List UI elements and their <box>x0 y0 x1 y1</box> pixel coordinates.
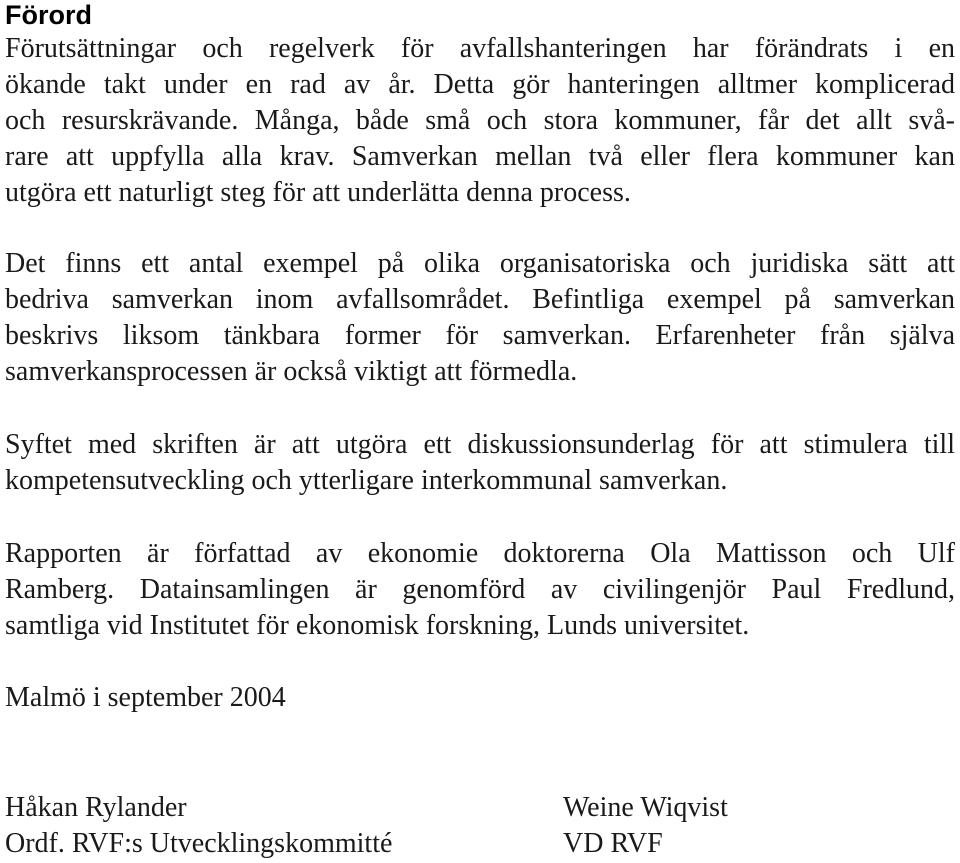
paragraph-intro <box>5 31 955 211</box>
signatory-title: VD RVF <box>563 828 663 859</box>
paragraph-purpose <box>5 427 955 499</box>
paragraph-line: Syftet med skriften är att utgöra ett diskussionsunderlag för att stimulera till <box>5 429 955 460</box>
paragraph-line: samtliga vid Institutet för ekonomisk forskning, Lunds universitet. <box>5 610 750 641</box>
paragraph-line: Ramberg. Datainsamlingen är genomförd av civilingenjör Paul Fredlund, <box>5 574 955 605</box>
place-date: Malmö i september 2004 <box>5 682 286 713</box>
paragraph-line: Rapporten är författad av ekonomie doktorerna Ola Mattisson och Ulf <box>5 538 955 569</box>
signatory-title: Ordf. RVF:s Utvecklingskommitté <box>5 828 393 859</box>
signatory-left <box>5 790 392 862</box>
signatory-name: Håkan Rylander <box>5 792 187 823</box>
paragraph-authors <box>5 536 955 644</box>
paragraph-line: bedriva samverkan inom avfallsområdet. Befintliga exempel på samverkan <box>5 284 955 315</box>
signatory-name: Weine Wiqvist <box>563 792 728 823</box>
paragraph-line: kompetensutveckling och ytterligare interkommunal samverkan. <box>5 465 728 496</box>
paragraph-line: utgöra ett naturligt steg för att underlätta denna process. <box>5 177 631 208</box>
paragraph-line: Det finns ett antal exempel på olika organisatoriska och juridiska sätt att <box>5 248 955 279</box>
paragraph-line: ökande takt under en rad av år. Detta gör hanteringen alltmer komplicerad <box>5 69 955 100</box>
paragraph-examples <box>5 246 955 390</box>
page-title: Förord <box>5 0 92 30</box>
paragraph-line: samverkansprocessen är också viktigt att förmedla. <box>5 356 578 387</box>
paragraph-line: Förutsättningar och regelverk för avfallshanteringen har förändrats i en <box>5 33 955 64</box>
paragraph-line: rare att uppfylla alla krav. Samverkan mellan två eller flera kommuner kan <box>5 141 955 172</box>
paragraph-line: beskrivs liksom tänkbara former för samverkan. Erfarenheter från själva <box>5 320 955 351</box>
paragraph-line: och resurskrävande. Många, både små och stora kommuner, får det allt svå- <box>5 105 955 136</box>
signatory-right <box>563 790 728 862</box>
